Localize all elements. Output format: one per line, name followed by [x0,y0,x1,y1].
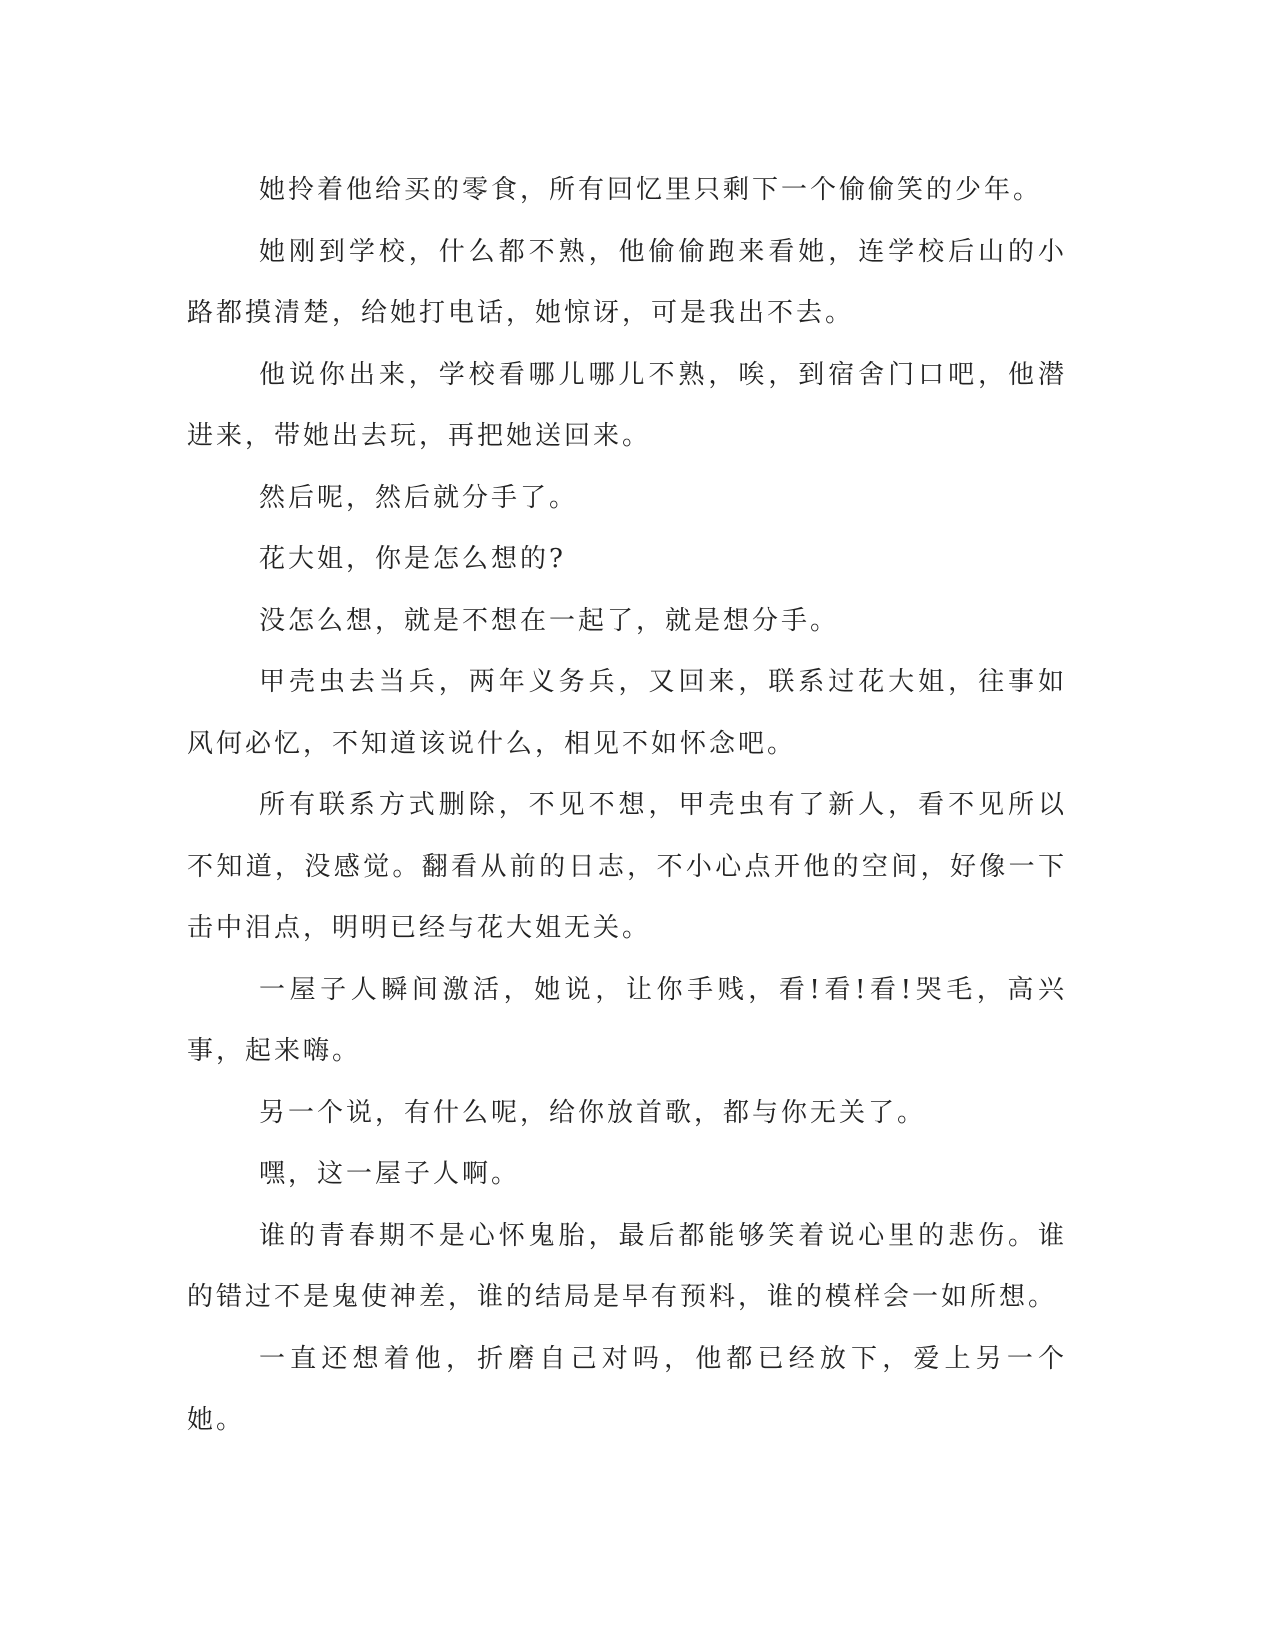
paragraph-12: 谁的青春期不是心怀鬼胎，最后都能够笑着说心里的悲伤。谁的错过不是鬼使神差，谁的结局是早有预料，谁的模样会一如所想。 [187,1220,1067,1312]
document-body [187,160,1067,1452]
paragraph-8: 所有联系方式删除，不见不想，甲壳虫有了新人，看不见所以不知道，没感觉。翻看从前的日志，不小心点开他的空间，好像一下击中泪点，明明已经与花大姐无关。 [187,790,1067,943]
paragraph-7: 甲壳虫去当兵，两年义务兵，又回来，联系过花大姐，往事如风何必忆，不知道该说什么，相见不如怀念吧。 [187,667,1067,759]
paragraph-6: 没怎么想，就是不想在一起了，就是想分手。 [259,605,840,636]
paragraph-9: 一屋子人瞬间激活，她说，让你手贱，看!看!看!哭毛，高兴事，起来嗨。 [187,974,1067,1066]
paragraph-1: 她拎着他给买的零食，所有回忆里只剩下一个偷偷笑的少年。 [259,175,1043,205]
paragraph-5: 花大姐，你是怎么想的? [259,544,566,574]
paragraph-3: 他说你出来，学校看哪儿哪儿不熟，唉，到宿舍门口吧，他潜进来，带她出去玩，再把她送回来。 [187,359,1067,451]
paragraph-4: 然后呢，然后就分手了。 [259,482,579,513]
paragraph-13: 一直还想着他，折磨自己对吗，他都已经放下，爱上另一个她。 [187,1343,1067,1435]
paragraph-11: 嘿，这一屋子人啊。 [259,1159,521,1189]
paragraph-10: 另一个说，有什么呢，给你放首歌，都与你无关了。 [259,1097,927,1128]
paragraph-2: 她刚到学校，什么都不熟，他偷偷跑来看她，连学校后山的小路都摸清楚，给她打电话，她惊讶，可是我出不去。 [187,236,1067,328]
